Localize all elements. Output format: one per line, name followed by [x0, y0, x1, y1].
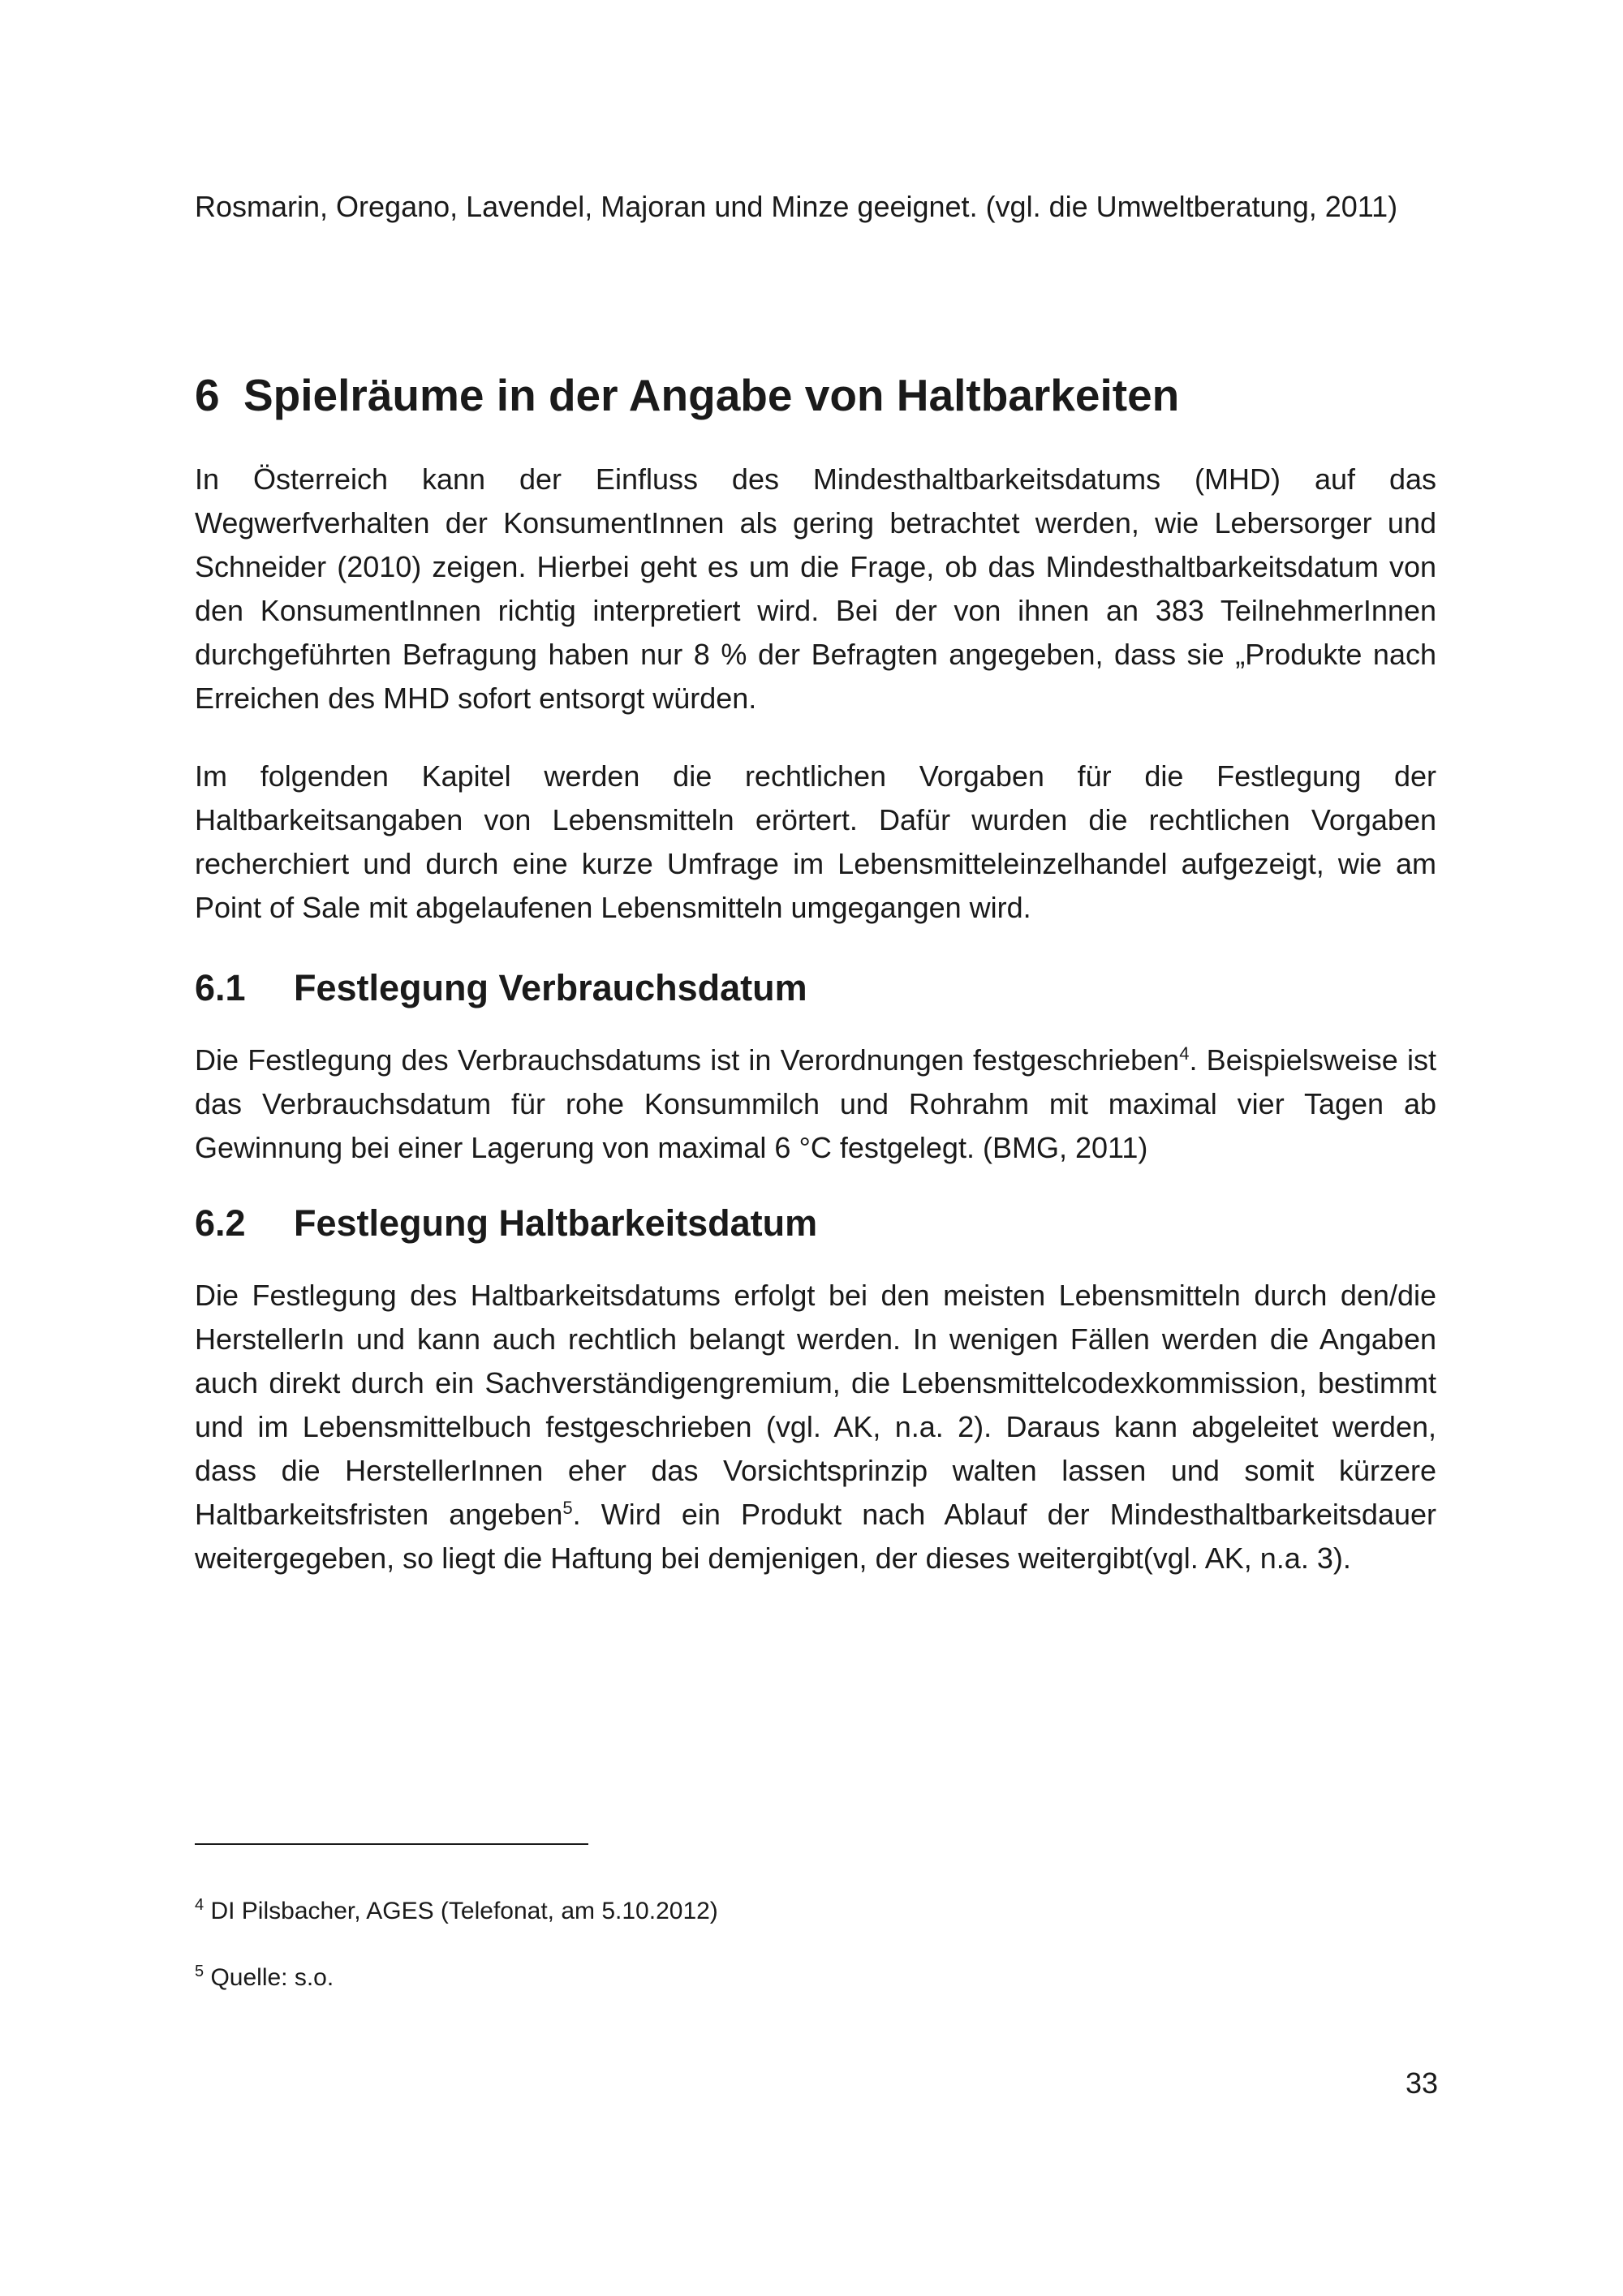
- footnote-ref-4[interactable]: 4: [1179, 1043, 1190, 1064]
- footnote-5: [195, 1962, 1169, 1994]
- section-6-2-paragraph: [195, 1274, 1436, 1580]
- section-6-2-text-after: . Wird ein Produkt nach Ablauf der Mindesthaltbarkeitsdauer weitergegeben, so liegt die Haftung bei demjenigen, der dieses weitergibt(vgl. AK, n.a. 3).: [195, 1498, 1436, 1575]
- footnote-4: [195, 1895, 1169, 1928]
- section-6-2-heading: [195, 1199, 1436, 1248]
- footnote-separator: [195, 1843, 588, 1845]
- chapter-paragraph-1: In Österreich kann der Einfluss des Mindesthaltbarkeitsdatums (MHD) auf das Wegwerfverhalten der KonsumentInnen als gering betrachtet werden, wie Lebersorger und Schneider (2010) zeigen. Hierbei geht es um die Frage, ob das Mindesthaltbarkeitsdatum von den KonsumentInnen richtig interpretiert wird. Bei der von ihnen an 383 TeilnehmerInnen durchgeführten Befragung haben nur 8 % der Befragten angegeben, dass sie „Produkte nach Erreichen des MHD sofort entsorgt würden.: [195, 462, 1436, 715]
- page-body: [195, 185, 1436, 1580]
- footnote-4-text: DI Pilsbacher, AGES (Telefonat, am 5.10.2012): [204, 1898, 718, 1924]
- section-6-2-number: 6.2: [195, 1202, 246, 1244]
- intro-paragraph: Rosmarin, Oregano, Lavendel, Majoran und Minze geeignet. (vgl. die Umweltberatung, 2011): [195, 190, 1398, 223]
- footnote-5-mark: 5: [195, 1963, 204, 1980]
- section-6-2-title: Festlegung Haltbarkeitsdatum: [294, 1202, 818, 1244]
- footnote-ref-5[interactable]: 5: [562, 1498, 573, 1518]
- section-6-1-number: 6.1: [195, 967, 246, 1008]
- section-6-1-title: Festlegung Verbrauchsdatum: [294, 967, 807, 1008]
- chapter-paragraph-2: Im folgenden Kapitel werden die rechtlichen Vorgaben für die Festlegung der Haltbarkeitsangaben von Lebensmitteln erörtert. Dafür wurden die rechtlichen Vorgaben recherchiert und durch eine kurze Umfrage im Lebensmitteleinzelhandel aufgezeigt, wie am Point of Sale mit abgelaufenen Lebensmitteln umgegangen wird.: [195, 759, 1436, 924]
- section-6-2-text-before: Die Festlegung des Haltbarkeitsdatums erfolgt bei den meisten Lebensmitteln durch den/die HerstellerIn und kann auch rechtlich belangt werden. In wenigen Fällen werden die Angaben auch direkt durch ein Sachverständigengremium, die Lebensmittelcodexkommission, bestimmt und im Lebensmittelbuch festgeschrieben (vgl. AK, n.a. 2). Daraus kann abgeleitet werden, dass die HerstellerInnen eher das Vorsichtsprinzip walten lassen und somit kürzere Haltbarkeitsfristen angeben: [195, 1279, 1436, 1531]
- footnote-5-text: Quelle: s.o.: [204, 1964, 334, 1991]
- section-6-1-text-before: Die Festlegung des Verbrauchsdatums ist in Verordnungen festgeschrieben: [195, 1043, 1180, 1077]
- section-6-1-heading: [195, 964, 1436, 1013]
- chapter-title: Spielräume in der Angabe von Haltbarkeiten: [243, 370, 1180, 420]
- footnote-4-mark: 4: [195, 1896, 204, 1914]
- chapter-heading: [195, 367, 1436, 424]
- chapter-number: 6: [195, 370, 220, 420]
- section-6-1-text-after: . Beispielsweise ist das Verbrauchsdatum für rohe Konsummilch und Rohrahm mit maximal vier Tagen ab Gewinnung bei einer Lagerung von maximal 6 °C festgelegt. (BMG, 2011): [195, 1043, 1437, 1164]
- section-6-1-paragraph: [195, 1038, 1436, 1170]
- page-number: 33: [1405, 2066, 1438, 2100]
